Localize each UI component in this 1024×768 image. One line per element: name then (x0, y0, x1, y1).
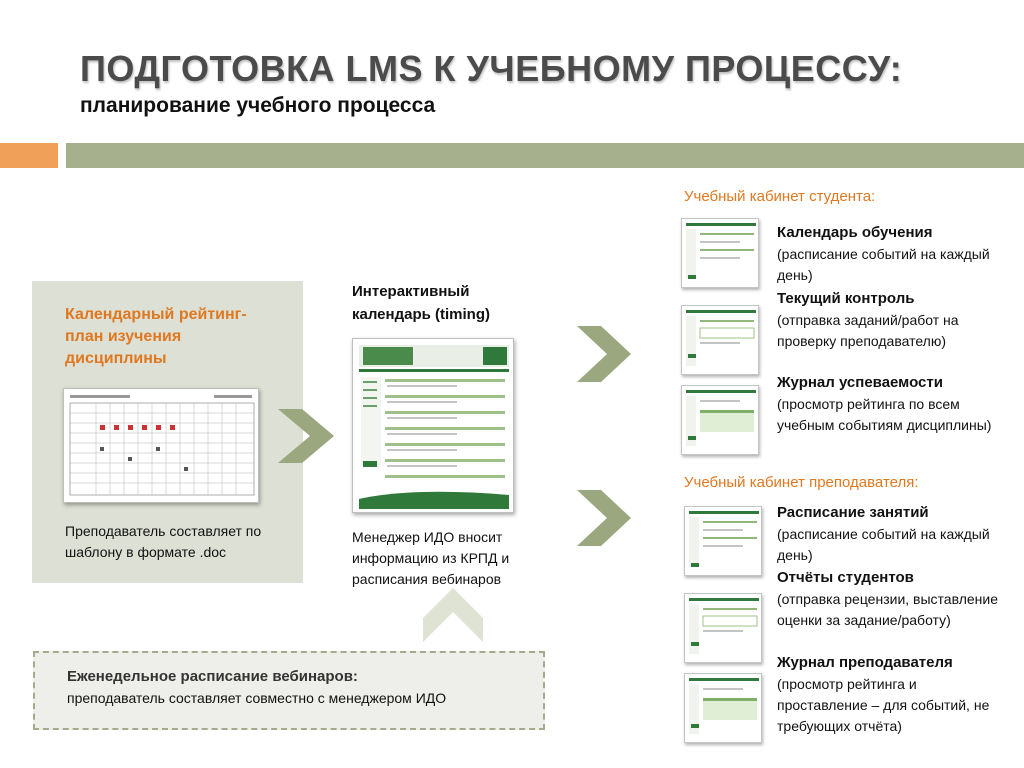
student-item-calendar (777, 222, 1007, 286)
student-item-title: Календарь обучения (777, 224, 933, 241)
screenshot-icon (685, 594, 763, 664)
teacher-item-title: Журнал преподавателя (777, 654, 953, 671)
student-item-desc: (расписание событий на каждый день) (777, 246, 990, 283)
student-item-desc: (просмотр рейтинга по всем учебным событиям дисциплины) (777, 396, 992, 433)
student-item-desc: (отправка заданий/работ на проверку преподавателю) (777, 312, 959, 349)
teacher-cabinet-header: Учебный кабинет преподавателя: (684, 474, 919, 491)
interactive-calendar-title: Интерактивный календарь (timing) (352, 283, 490, 323)
teacher-item-desc: (отправка рецензии, выставление оценки за задание/работу) (777, 591, 998, 628)
screenshot-icon (682, 219, 760, 289)
screenshot-icon (685, 507, 763, 577)
calendar-screenshot-icon (353, 339, 515, 514)
header-bar-green (66, 143, 1024, 168)
rating-plan-document-thumbnail (63, 388, 259, 503)
teacher-journal-thumbnail (684, 673, 762, 743)
teacher-item-reports (777, 567, 1007, 631)
chevron-right-icon (278, 409, 334, 463)
student-cabinet-header: Учебный кабинет студента: (684, 188, 876, 205)
screenshot-icon (682, 306, 760, 376)
student-grades-thumbnail (681, 385, 759, 455)
slide-title: ПОДГОТОВКА LMS К УЧЕБНОМУ ПРОЦЕССУ: (80, 48, 903, 89)
document-table-icon (64, 389, 260, 504)
teacher-reports-thumbnail (684, 593, 762, 663)
chevron-right-icon (577, 326, 631, 382)
teacher-item-title: Расписание занятий (777, 504, 929, 521)
webinar-schedule-desc: преподаватель составляет совместно с менеджером ИДО (67, 690, 447, 706)
student-item-title: Журнал успеваемости (777, 374, 943, 391)
chevron-right-icon (577, 490, 631, 546)
screenshot-icon (682, 386, 760, 456)
header-bar-orange (0, 143, 58, 168)
student-calendar-thumbnail (681, 218, 759, 288)
slide-subtitle: планирование учебного процесса (80, 94, 436, 117)
teacher-item-title: Отчёты студентов (777, 569, 914, 586)
webinar-schedule-title: Еженедельное расписание вебинаров: (67, 668, 358, 685)
teacher-item-desc: (просмотр рейтинга и проставление – для событий, не требующих отчёта) (777, 676, 990, 734)
rating-plan-note: Преподаватель составляет по шаблону в формате .doc (65, 523, 262, 560)
chevron-up-icon (423, 588, 483, 642)
interactive-calendar-note: Менеджер ИДО вносит информацию из КРПД и расписания вебинаров (352, 529, 510, 587)
teacher-schedule-thumbnail (684, 506, 762, 576)
student-item-title: Текущий контроль (777, 290, 915, 307)
interactive-calendar-thumbnail (352, 338, 514, 513)
screenshot-icon (685, 674, 763, 744)
teacher-item-schedule (777, 502, 1007, 566)
teacher-item-desc: (расписание событий на каждый день) (777, 526, 990, 563)
student-control-thumbnail (681, 305, 759, 375)
rating-plan-title: Календарный рейтинг-план изучения дисциплины (65, 306, 247, 367)
student-item-grades (777, 372, 1007, 436)
teacher-item-journal (777, 652, 1007, 737)
student-item-control (777, 288, 1007, 352)
